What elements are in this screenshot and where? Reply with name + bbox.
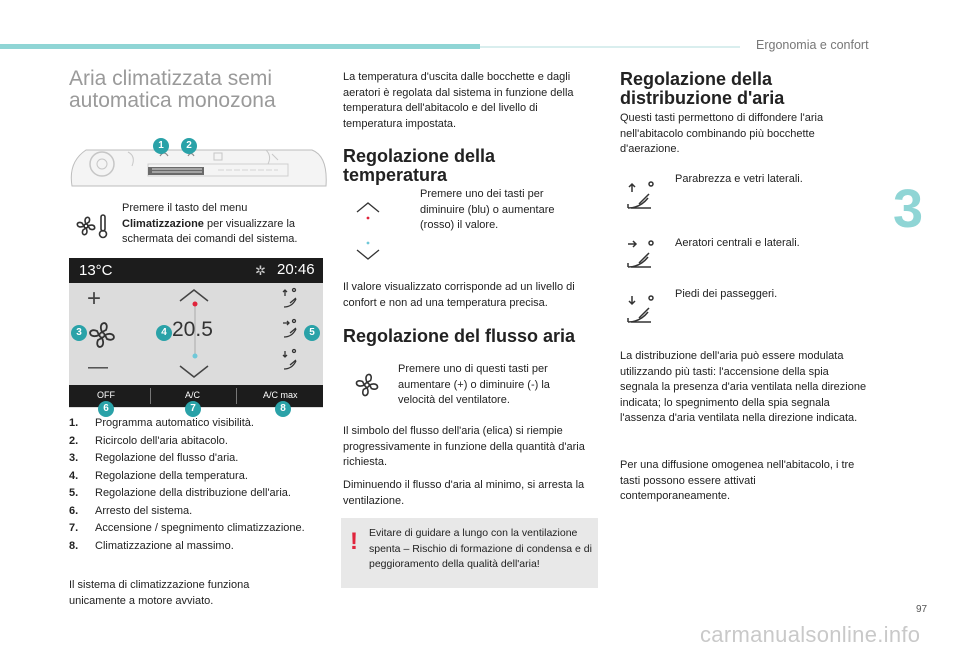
option-windshield: Parabrezza e vetri laterali. — [675, 173, 803, 185]
badge-5: 5 — [304, 325, 320, 341]
section-title: Ergonomia e confort — [756, 38, 869, 52]
list-item: 1. Programma automatico visibilità. — [69, 417, 254, 429]
auto-visibility-icon: ✲ — [255, 263, 266, 278]
warning-icon: ! — [350, 528, 358, 555]
engine-note: Il sistema di climatizzazione funziona unicamente a motore avviato. — [69, 579, 250, 607]
list-item: 6. Arresto del sistema. — [69, 504, 193, 517]
outside-temperature: 13°C — [79, 262, 113, 279]
list-item: 5. Regolazione della distribuzione dell'aria. — [69, 487, 291, 499]
temperature-heading: Regolazione della temperatura — [343, 146, 496, 185]
divider — [236, 388, 237, 404]
windshield-airflow-icon — [625, 180, 657, 212]
temperature-note: Il valore visualizzato corrisponde ad un livello di confort e non ad una temperatura precisa. — [343, 281, 575, 309]
flow-instruction: Premere uno di questi tasti per aumentare (+) o diminuire (-) la velocità del ventilatore. — [398, 363, 550, 406]
fan-icon — [85, 318, 119, 352]
list-item: 7. Accensione / spegnimento climatizzazione. — [69, 522, 305, 534]
temperature-value: 20.5 — [172, 318, 213, 341]
divider — [150, 388, 151, 404]
list-item: 2. Ricircolo dell'aria abitacolo. — [69, 434, 228, 447]
central-vents-icon — [625, 239, 657, 271]
list-item: 4. Regolazione della temperatura. — [69, 469, 248, 482]
feet-airflow-icon — [625, 294, 657, 326]
option-feet: Piedi dei passeggeri. — [675, 288, 778, 300]
dashboard-illustration — [68, 134, 330, 196]
ac-button[interactable]: A/C — [185, 390, 201, 400]
badge-3: 3 — [71, 325, 87, 341]
temperature-arrows-icon — [354, 200, 382, 262]
warning-text: Evitare di guidare a lungo con la ventilazione spenta – Rischio di formazione di condensa e di peggioramento della qualità dell'aria! — [369, 527, 592, 570]
page-number: 97 — [916, 604, 928, 615]
legend-list — [69, 416, 329, 556]
badge-2: 2 — [181, 138, 197, 154]
badge-6: 6 — [98, 401, 114, 417]
watermark: carmanualsonline.info — [700, 622, 921, 647]
badge-1: 1 — [153, 138, 169, 154]
distribution-heading: Regolazione della distribuzione d'aria — [620, 69, 785, 108]
fan-icon — [352, 370, 382, 400]
off-button[interactable]: OFF — [97, 390, 115, 400]
clock: 20:46 — [277, 261, 315, 278]
fan-thermometer-icon — [72, 212, 110, 240]
badge-8: 8 — [275, 401, 291, 417]
fan-minus-button[interactable]: — — [88, 356, 108, 378]
header-accent-bar — [0, 44, 480, 49]
ac-max-button[interactable]: A/C max — [263, 390, 298, 400]
badge-4: 4 — [156, 325, 172, 341]
distribution-intro: Questi tasti permettono di diffondere l'aria nell'abitacolo combinando più bocchette d'aerazione. — [620, 112, 824, 155]
fan-plus-button[interactable]: + — [87, 285, 102, 312]
flow-note-1: Il simbolo del flusso dell'aria (elica) si riempie progressivamente in funzione della quantità d'aria richiesta. — [343, 425, 585, 468]
badge-7: 7 — [185, 401, 201, 417]
menu-instruction: Premere il tasto del menu Climatizzazione per visualizzare la schermata dei comandi del sistema. — [122, 202, 298, 245]
list-item: 3. Regolazione del flusso d'aria. — [69, 452, 239, 464]
temperature-instruction: Premere uno dei tasti per diminuire (blu) o aumentare (rosso) il valore. — [420, 188, 555, 231]
option-central-vents: Aeratori centrali e laterali. — [675, 237, 800, 249]
page-title: Aria climatizzata semi automatica monozona — [69, 67, 276, 112]
list-item: 8. Climatizzazione al massimo. — [69, 539, 234, 552]
air-distribution-buttons[interactable] — [280, 287, 306, 377]
flow-note-2: Diminuendo il flusso d'aria al minimo, si arresta la ventilazione. — [343, 479, 585, 507]
flow-heading: Regolazione del flusso aria — [343, 326, 576, 346]
distribution-note-1: La distribuzione dell'aria può essere modulata utilizzando più tasti: l'accensione della spia segnala la presenza d'aria ventilata nella direzione indicata; lo spegnimento della spia segnala l'assenza d'aria ventilata nella direzione indicata. — [620, 350, 867, 424]
distribution-note-2: Per una diffusione omogenea nell'abitacolo, i tre tasti possono essere attivati contemporaneamente. — [620, 459, 855, 502]
header-accent-line — [480, 46, 740, 48]
screen-status-bar — [69, 258, 323, 283]
chapter-number: 3 — [893, 179, 924, 239]
intro-paragraph: La temperatura d'uscita dalle bocchette e dagli aeratori è regolata dal sistema in funzione della temperatura dell'abitacolo e del livello di temperatura impostata. — [343, 71, 574, 130]
temperature-down-button[interactable] — [176, 362, 212, 380]
